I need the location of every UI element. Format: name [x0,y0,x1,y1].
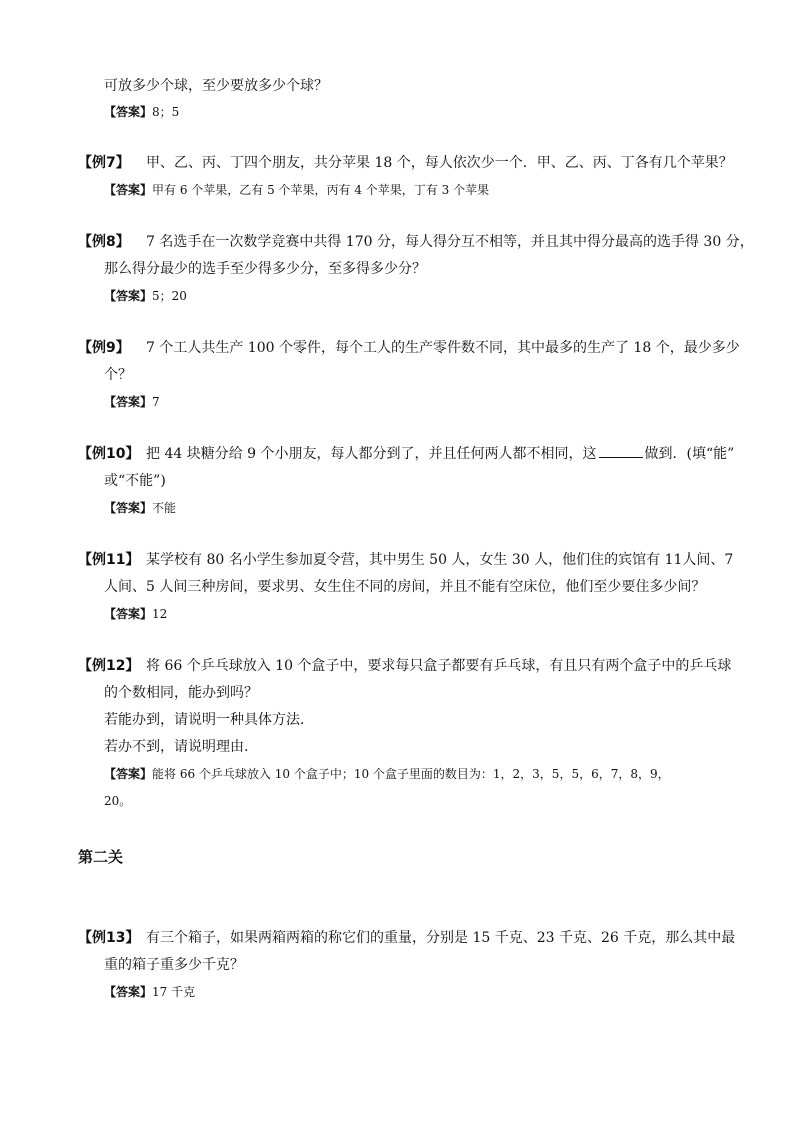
q10-text-after-blank: 做到．(填“能” [644,446,735,462]
q12-answer-cont: 20。 [104,794,132,808]
answer-tag: 【答案】 [104,105,153,119]
q13-line-2: 重的箱子重多少千克？ [104,957,244,973]
q9-line-1: 7 个工人共生产 100 个零件，每个工人的生产零件数不同，其中最多的生产了 18 个，最少多少 [146,340,740,356]
q11-label: 【例11】 [78,552,140,568]
answer-text: 8；5 [152,105,180,119]
section-title: 第二关 [78,848,124,866]
q11-answer [104,604,167,624]
q8-line-2: 那么得分最少的选手至少得多少分，至多得多少分？ [104,261,426,277]
q10-answer [104,498,176,518]
q7-label: 【例7】 [78,155,130,171]
q11-line-1: 某学校有 80 名小学生参加夏令营，其中男生 50 人，女生 30 人，他们住的宾馆有 11人间、7 [146,552,734,568]
q10-label: 【例10】 [78,446,140,462]
q12-line-1: 将 66 个乒乓球放入 10 个盒子中，要求每只盒子都要有乒乓球，有且只有两个盒子中的乒乓球 [146,658,732,674]
answer-text: 能将 66 个乒乓球放入 10 个盒子中；10 个盒子里面的数目为：1，2，3，5，5，6，7，8，9， [152,767,670,781]
q7-answer [104,180,489,200]
q10-text-before-blank: 把 44 块糖分给 9 个小朋友，每人都分到了，并且任何两人都不相同，这 [146,446,597,462]
q8-label: 【例8】 [78,234,130,250]
q11-line-2: 人间、5 人间三种房间，要求男、女生住不同的房间，并且不能有空床位，他们至少要住多少间？ [104,579,706,595]
intro-question-tail: 可放多少个球，至少要放多少个球？ [104,78,328,94]
fill-blank [599,445,643,458]
q12-line-4: 若办不到，请说明理由. [104,739,249,755]
answer-tag: 【答案】 [104,501,153,515]
answer-text: 17 千克 [152,985,196,999]
q13-line-1: 有三个箱子，如果两箱两箱的称它们的重量，分别是 15 千克、23 千克、26 千克，那么其中最 [146,930,736,946]
q9-label: 【例9】 [78,340,130,356]
answer-text: 不能 [152,501,177,515]
answer-text: 5；20 [152,289,187,303]
answer-text: 7 [152,395,160,409]
q8-answer [104,286,187,306]
q12-label: 【例12】 [78,658,140,674]
q10-line-2: 或“不能”) [104,473,166,489]
intro-answer [104,102,179,122]
q9-line-2: 个？ [104,367,132,383]
q8-line-1: 7 名选手在一次数学竞赛中共得 170 分，每人得分互不相等，并且其中得分最高的选手得 30 分， [146,234,754,250]
q10-line-1 [146,444,734,464]
q12-line-2: 的个数相同，能办到吗？ [104,685,258,701]
answer-tag: 【答案】 [104,767,153,781]
answer-tag: 【答案】 [104,395,153,409]
answer-tag: 【答案】 [104,985,153,999]
answer-text: 甲有 6 个苹果，乙有 5 个苹果，丙有 4 个苹果，丁有 3 个苹果 [152,183,490,197]
q9-answer [104,392,160,412]
q12-answer [104,764,670,784]
answer-tag: 【答案】 [104,607,153,621]
answer-text: 12 [152,607,168,621]
answer-tag: 【答案】 [104,289,153,303]
q13-label: 【例13】 [78,930,140,946]
q12-line-3: 若能办到，请说明一种具体方法． [104,712,314,728]
q7-line-1: 甲、乙、丙、丁四个朋友，共分苹果 18 个，每人依次少一个．甲、乙、丙、丁各有几个苹果？ [146,155,733,171]
answer-tag: 【答案】 [104,183,153,197]
q13-answer [104,982,195,1002]
